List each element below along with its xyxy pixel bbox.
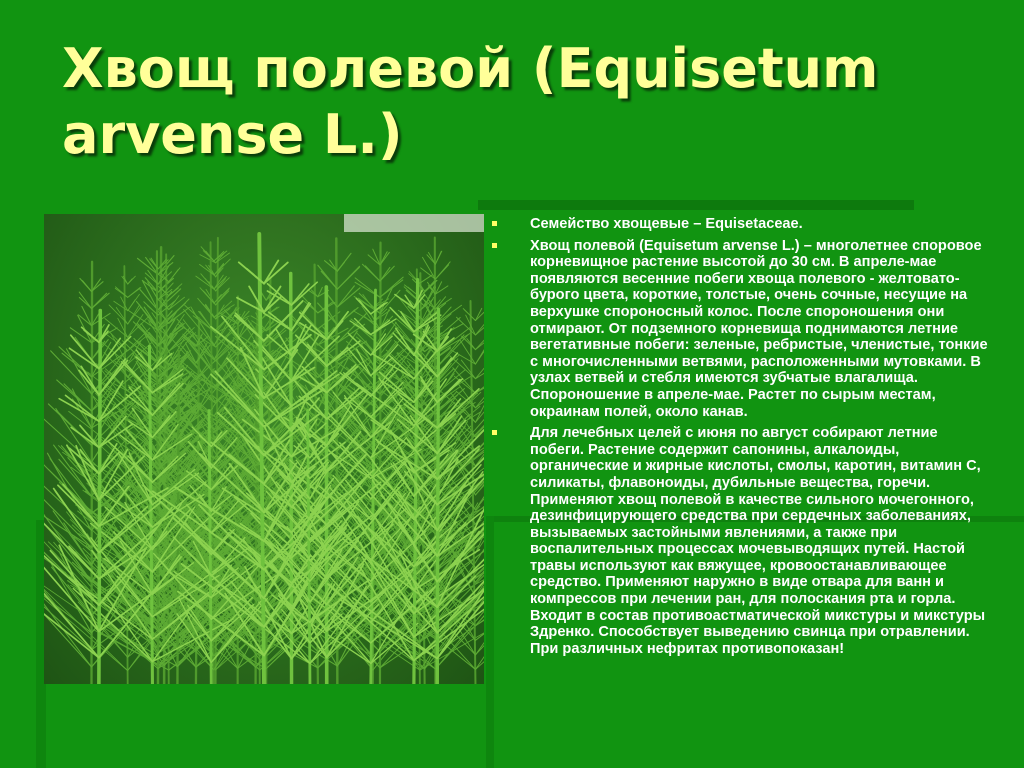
plant-illustration xyxy=(44,214,484,684)
slide-title: Хвощ полевой (Equisetum arvense L.) xyxy=(62,37,879,166)
bullet-item xyxy=(492,425,992,657)
bullet-text: Для лечебных целей с июня по август собирают летние побеги. Растение содержит сапонины, алкалоиды, органические и жирные кислоты, смолы, каротин, витамин С, силикаты, флавоноиды, дубильные вещества, горечи. Применяют хвощ полевой в качестве сильного мочегонного, дезинфицирующего средства при сердечных заболеваниях, вызываемых застойными явлениями, а также при воспалительных процессах мочевыводящих путей. Настой травы используют как вяжущее, кровоостанавливающее средство. Применяют наружно в виде отвара для ванн и компрессов при лечении ран, для полоскания рта и горла. Входит в состав противоастматической микстуры и микстуры Здренко. Способствует выведению свинца при отравлении. При различных нефритах противопоказан! xyxy=(530,425,986,657)
bullet-item xyxy=(492,238,992,421)
bullet-square-icon xyxy=(492,243,497,248)
bullet-square-icon xyxy=(492,221,497,226)
decor-bar-top xyxy=(478,200,914,210)
bullet-item xyxy=(492,216,992,233)
bullet-text: Семейство хвощевые – Equisetaceae. xyxy=(530,216,803,232)
bullet-text: Хвощ полевой (Equisetum arvense L.) – многолетнее споровое корневищное растение высотой до 30 см. В апреле-мае появляются весенние побеги хвоща полевого - желтовато-бурого цвета, короткие, толстые, очень сочные, несущие на верхушке спороносный колос. После спороношения они отмирают. От подземного корневища поднимаются летние вегетативные побеги: зеленые, ребристые, членистые, тонкие с многочисленными ветвями, расположенными мутовками. В узлах ветвей и стебля имеются зубчатые влагалища. Спороношение в апреле-мае. Растет по сырым местам, окраинам полей, около канав. xyxy=(530,237,988,420)
bullet-square-icon xyxy=(492,430,497,435)
bullet-list xyxy=(492,216,992,662)
horsetail-plant-photo xyxy=(44,214,484,684)
